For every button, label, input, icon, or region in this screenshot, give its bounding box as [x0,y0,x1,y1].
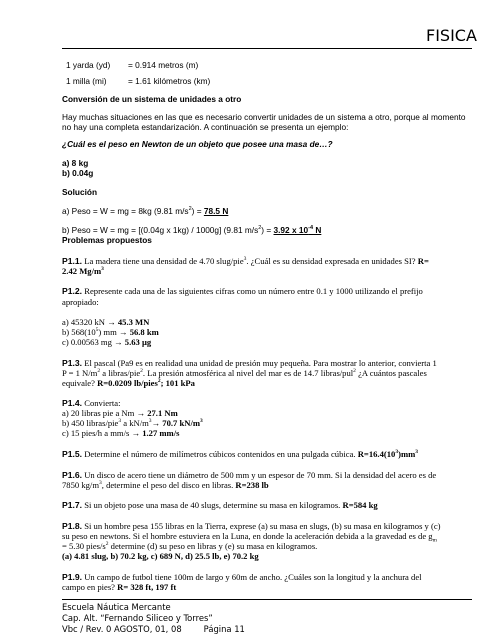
solution-label: Solución [62,187,98,197]
superscript: 3 [200,418,203,425]
conversion-equiv: = 1.61 kilómetros (km) [128,76,211,86]
problem-text: Si un objeto pose una masa de 40 slugs, determine su masa en kilogramos. [82,500,343,510]
problem-text: campo en pies? [62,582,118,592]
conversion-mile [66,76,211,86]
problem-1-9-line-1 [62,572,422,582]
answer: R= 328 ft, 197 ft [117,582,177,592]
problem-1-2-b [62,327,159,337]
problem-label: P1.2. [62,286,83,296]
problem-1-8-answers: (a) 4.81 slug, b) 70.2 kg, c) 689 N, d) 25.5 lb, e) 70.2 kg [62,551,259,561]
problem-1-4-a [62,408,178,418]
problem-1-2-a [62,317,149,327]
answer: )mm [398,449,416,459]
problem-1-9-line-2 [62,582,176,592]
problem-1-4-c [62,428,179,438]
conversion-yard [66,60,199,70]
problem-text: c) 15 pies/h a mm/s → [62,428,143,438]
subscript: m [432,537,437,544]
problem-1-2-line-1 [62,286,423,296]
problems-heading: Problemas propuestos [62,235,152,245]
superscript: 3 [395,449,399,456]
answer: 5.63 μg [124,337,152,347]
problem-1-7 [62,500,378,510]
problem-1-2-c [62,337,151,347]
option-b: b) 0.04g [62,168,94,178]
problem-1-3-line-2 [62,368,427,378]
problem-text: . ¿Cuál es su densidad expresada en unidades SI? [246,256,418,266]
solution-b-mantissa: 3.92 x 10 [273,225,309,235]
superscript: 3 [118,418,122,425]
solution-b-unit: N [313,225,322,235]
superscript: 3 [415,449,419,456]
problem-text: El pascal (Pa9 es en realidad una unidad de presión muy pequeña. Para mostrar lo anterior, convierta 1 [82,358,437,368]
footer-school: Escuela Náutica Mercante [62,602,171,612]
problem-1-6-line-2 [62,480,269,490]
superscript: 3 [243,256,247,263]
solution-b-eq: ) = [261,225,274,235]
problem-text: P = 1 N/m [62,368,98,378]
solution-b: b) Peso = W = mg = [(0.04g x 1kg) / 1000g] (9.81 $m/s^2) = 3.92$ x $10^{-4}$ N [62,225,322,235]
problem-text: Un campo de futbol tiene 100m de largo y 60m de ancho. ¿Cuáles son la longitud y la anchura del [82,572,422,582]
answer: 1.27 mm/s [142,428,180,438]
problem-text: Si un hombre pesa 155 libras en la Tierra, exprese (a) su masa en slugs, (b) su masa en kilogramos y (c) [82,521,441,531]
answer: 2.42 Mg/m [62,266,102,276]
superscript: 2 [157,378,161,385]
solution-a: a) Peso = W = mg = 8kg (9.81 $m/s^2) = 78.5$ N [62,206,229,216]
solution-a-answer: 78.5 N [203,206,229,216]
problem-text: Un disco de acero tiene un diámetro de 500 mm y un espesor de 70 mm. Si la densidad del acero es de [82,470,437,480]
superscript: 3 [148,418,152,425]
answer: R=0.0209 lb/pies [97,378,158,388]
solution-b-exponent: -4 [308,225,314,232]
superscript: 3 [99,480,102,487]
conversion-equiv: = 0.914 metros (m) [128,60,199,70]
answer: R=16.4(10 [357,449,396,459]
superscript: 3 [101,266,104,273]
problem-label: P1.6. [62,470,83,480]
problem-text: , determine el peso del disco en libras. [101,480,236,490]
problem-text: La madera tiene una densidad de 4.70 slug/pie [82,256,244,266]
footer-revision [62,624,245,635]
header-rule [62,48,472,49]
problem-text: equivale? [62,378,98,388]
problem-1-8-line-1 [62,521,441,531]
superscript: 2 [105,541,109,548]
answer: R=238 lb [235,480,269,490]
superscript: 2 [353,368,356,375]
problem-label: P1.1. [62,256,83,266]
problem-label: P1.3. [62,358,83,368]
problem-text: → [151,418,163,428]
problem-text: determine (d) su peso en libras y (e) su masa en kilogramos. [108,541,318,551]
header-title: FISICA [426,26,477,45]
problem-text: c) 0.00563 mg → [62,337,125,347]
problem-text: 7850 kg/m [62,480,100,490]
problem-1-4-b [62,418,203,428]
problem-text: b) 450 libras/pie [62,418,119,428]
problem-label: P1.7. [62,500,83,510]
conversion-unit: 1 milla (mi) [66,76,107,86]
problem-1-1-line-2 [62,266,104,276]
problem-text: a kN/m [121,418,149,428]
problem-text: ) mm → [98,327,130,337]
answer: R= [417,256,429,266]
problem-1-2-line-2: apropiado: [62,297,99,307]
superscript: 2 [97,368,101,375]
answer: 56.8 km [129,327,159,337]
answer: 27.1 Nm [147,408,178,418]
footer-revision-text: Vbc / Rev. 0 AGOSTO, 01, 08 [62,624,182,634]
problem-label: P1.5. [62,449,83,459]
problem-text: b) 568(10 [62,327,96,337]
problem-1-6-line-1 [62,470,436,480]
problem-text: ¿A cuántos pascales [355,368,427,378]
problem-1-1-line-1 [62,256,429,266]
answer: 45.3 MN [117,317,150,327]
problem-text: a) 20 libras pie a Nm → [62,408,148,418]
problem-label: P1.9. [62,572,83,582]
example-question: ¿Cuál es el peso en Newton de un objeto que posee una masa de…? [62,139,333,149]
problem-text: Represente cada una de las siguientes cifras como un número entre 0.1 y 1000 utilizando el prefijo [82,286,423,296]
solution-a-eq: ) = [191,206,204,216]
section-heading: Conversión de un sistema de unidades a otro [62,94,242,104]
problem-label: P1.8. [62,521,83,531]
problem-text: a libras/pie [100,368,141,378]
footer-captain: Cap. Alt. “Fernando Siliceo y Torres” [62,613,213,623]
problem-1-8-line-3 [62,541,317,551]
problem-text: su peso en newtons. Si el hombre estuviera en la Luna, en donde la aceleración debida a la gravedad es de g [62,531,433,541]
problem-1-8-line-2 [62,531,437,544]
answer: ; 101 kPa [160,378,195,388]
problem-1-5 [62,449,418,459]
problem-label: P1.4. [62,398,83,408]
problem-text: a) 45320 kN → [62,317,118,327]
problem-1-4-line-1 [62,398,121,408]
superscript: 2 [140,368,143,375]
problem-text: Convierta: [82,398,121,408]
problem-1-3-line-3 [62,378,195,388]
option-a: a) 8 kg [62,158,89,168]
solution-a-text: a) Peso = W = mg = 8kg (9.81 m/s [62,206,189,216]
solution-b-answer [274,225,322,235]
problem-text: Determine el número de milímetros cúbicos contenidos en una pulgada cúbica. [82,449,358,459]
problem-1-3-line-1 [62,358,437,368]
problem-text: = 5.30 pies/s [62,541,106,551]
footer-page-number: Página 11 [203,624,245,634]
answer: 70.7 kN/m [162,418,200,428]
footer [62,602,245,635]
conversion-unit: 1 yarda (yd) [66,60,111,70]
section-intro: Hay muchas situaciones en las que es necesario convertir unidades de un sistema a otro, porque al momento no hay una completa estandarización. A continuación se presenta un ejemplo: [62,112,466,133]
solution-b-text: b) Peso = W = mg = [(0.04g x 1kg) / 1000g] (9.81 m/s [62,225,259,235]
problem-text: . La presión atmosférica al nivel del mar es de 14.7 libras/pul [142,368,354,378]
footer-rule [62,599,472,600]
answer: R=584 kg [342,500,378,510]
superscript: 5 [95,327,99,334]
